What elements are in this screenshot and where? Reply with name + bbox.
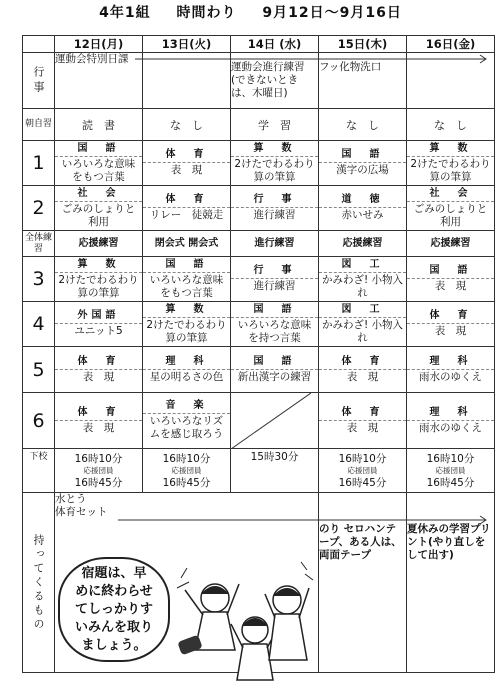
- lesson-cell: [407, 393, 495, 449]
- asa-tue: な し: [143, 109, 231, 141]
- header-row: [23, 36, 495, 53]
- lesson-cell: [407, 141, 495, 186]
- day-tue: 13日(火): [143, 36, 231, 53]
- content: 表 現: [82, 370, 115, 383]
- gyoji-thu: フッ化物洗口: [319, 53, 407, 109]
- lesson-cell: [55, 393, 143, 449]
- subject: 算 数: [143, 303, 230, 318]
- subject: 国 語: [231, 303, 318, 318]
- subject: 体 育: [55, 355, 142, 370]
- content: ユニット5: [74, 325, 123, 337]
- gekou-row: [23, 449, 495, 493]
- asa-fri: な し: [407, 109, 495, 141]
- content: 漢字の広場: [336, 164, 389, 176]
- subject: 算 数: [407, 142, 494, 157]
- lesson-cell-empty: [231, 393, 319, 449]
- cheering-children-illustration: [175, 560, 315, 685]
- subject: 国 語: [143, 258, 230, 273]
- lesson-cell: [407, 257, 495, 302]
- content: 2けたでわるわり算の筆算: [58, 273, 139, 299]
- lesson-cell: [55, 302, 143, 347]
- asa-wed: 学 習: [231, 109, 319, 141]
- subject: 体 育: [143, 148, 230, 163]
- content: 表 現: [170, 164, 203, 176]
- zentai-mon: 応援練習: [55, 231, 143, 257]
- day-wed: 14日 (水): [231, 36, 319, 53]
- zentai-fri: 応援練習: [407, 231, 495, 257]
- lesson-cell: [231, 186, 319, 231]
- asa-thu: な し: [319, 109, 407, 141]
- content: かみわざ! 小物入れ: [321, 318, 404, 344]
- subject: 理 科: [407, 355, 494, 370]
- subject: 体 育: [319, 406, 406, 421]
- content: 2けたでわるわり算の筆算: [146, 318, 227, 344]
- content: リレー 徒競走: [149, 209, 224, 221]
- period-number: 3: [23, 257, 55, 302]
- gekou-cell: 16時10分 応援団員 16時45分: [143, 449, 231, 493]
- content: 進行練習: [253, 209, 296, 221]
- title-name: 時間わり: [176, 5, 237, 21]
- subject: 図 工: [319, 258, 406, 273]
- subject: 国 語: [231, 355, 318, 370]
- asa-row: [23, 109, 495, 141]
- lesson-cell: [143, 186, 231, 231]
- period-row: [23, 186, 495, 231]
- lesson-cell: [319, 393, 407, 449]
- content: 表 現: [346, 421, 379, 434]
- period-number: 2: [23, 186, 55, 231]
- gekou-cell: 16時10分 応援団員 16時45分: [407, 449, 495, 493]
- lesson-cell: [143, 141, 231, 186]
- content: 星の明るさの色: [149, 370, 224, 383]
- content: ごみのしょりと利用: [413, 202, 488, 228]
- lesson-cell: [55, 141, 143, 186]
- period-number: 5: [23, 347, 55, 393]
- subject: 体 育: [319, 355, 406, 370]
- gyoji-wed: 運動会進行練習(できないときは、木曜日): [231, 53, 319, 109]
- lesson-cell: [319, 141, 407, 186]
- lesson-cell: [143, 347, 231, 393]
- subject: 国 語: [407, 264, 494, 279]
- subject: 音 楽: [143, 399, 230, 414]
- lesson-cell: [55, 257, 143, 302]
- corner-cell: [23, 36, 55, 53]
- lesson-cell: [407, 302, 495, 347]
- content: 表 現: [82, 421, 115, 434]
- period-number: 4: [23, 302, 55, 347]
- lesson-cell: [319, 186, 407, 231]
- subject: 理 科: [407, 406, 494, 421]
- lesson-cell: [407, 347, 495, 393]
- lesson-cell: [319, 347, 407, 393]
- lesson-cell: [143, 257, 231, 302]
- gekou-label: 下校: [23, 449, 55, 493]
- subject: 算 数: [231, 142, 318, 157]
- subject: 国 語: [55, 142, 142, 157]
- gekou-cell: 15時30分: [231, 449, 319, 493]
- lesson-cell: [143, 393, 231, 449]
- subject: 体 育: [407, 309, 494, 324]
- content: 2けたでわるわり算の筆算: [410, 157, 491, 183]
- motte-fri: 夏休みの学習プリント(やり直しをして出す): [407, 493, 495, 673]
- content: いろいろな意味を持つ言葉: [237, 318, 312, 344]
- gyoji-row: [23, 53, 495, 109]
- content: 表 現: [434, 280, 467, 292]
- period-number: 6: [23, 393, 55, 449]
- period-number: 1: [23, 141, 55, 186]
- content: 新出漢字の練習: [237, 370, 312, 383]
- zentai-row: [23, 231, 495, 257]
- motte-item: 水とう: [55, 493, 87, 505]
- diagonal-slash: [231, 393, 311, 449]
- lesson-cell: [143, 302, 231, 347]
- zentai-thu: 応援練習: [319, 231, 407, 257]
- motte-thu: のり セロハンテープ、ある人は、両面テープ: [319, 493, 407, 673]
- content: いろいろな意味をもつ言葉: [61, 157, 136, 183]
- content: いろいろな意味をもつ言葉: [149, 273, 224, 299]
- lesson-cell: [231, 257, 319, 302]
- gekou-cell: 16時10分 応援団員 16時45分: [319, 449, 407, 493]
- zentai-label: 全体練習: [23, 231, 55, 257]
- period-row: [23, 257, 495, 302]
- motte-label: 持ってくるもの: [23, 493, 55, 673]
- lesson-cell: [231, 347, 319, 393]
- motte-item: 体育セット: [55, 506, 108, 518]
- class-name: 4年1組: [99, 5, 151, 21]
- lesson-cell: [231, 141, 319, 186]
- content: 赤いせみ: [341, 209, 384, 221]
- period-row: [23, 141, 495, 186]
- content: ごみのしょりと利用: [61, 202, 136, 228]
- content: 表 現: [346, 370, 379, 383]
- subject: 行 事: [231, 193, 318, 208]
- subject: 社 会: [55, 187, 142, 202]
- content: 表 現: [434, 325, 467, 337]
- subject: 図 工: [319, 303, 406, 318]
- gyoji-tue: [143, 53, 231, 109]
- lesson-cell: [319, 302, 407, 347]
- day-fri: 16日(金): [407, 36, 495, 53]
- date-range: 9月12日～9月16日: [262, 5, 402, 21]
- content: 雨水のゆくえ: [419, 421, 482, 434]
- gyoji-fri: [407, 53, 495, 109]
- lesson-cell: [55, 186, 143, 231]
- subject: 理 科: [143, 355, 230, 370]
- zentai-tue: 閉会式 開会式: [143, 231, 231, 257]
- subject: 道 徳: [319, 193, 406, 208]
- subject: 外国語: [55, 309, 142, 324]
- subject: 行 事: [231, 264, 318, 279]
- subject: 社 会: [407, 187, 494, 202]
- subject: 国 語: [319, 148, 406, 163]
- lesson-cell: [319, 257, 407, 302]
- asa-label: 朝自習: [23, 109, 55, 141]
- content: 進行練習: [253, 280, 296, 292]
- lesson-cell: [231, 302, 319, 347]
- day-mon: 12日(月): [55, 36, 143, 53]
- subject: 体 育: [143, 193, 230, 208]
- speech-bubble: 宿題は、早 めに終わらせ てしっかりす いみんを取り ましょう。: [58, 557, 170, 662]
- lesson-cell: [55, 347, 143, 393]
- period-row: [23, 347, 495, 393]
- gyoji-label: 行事: [23, 53, 55, 109]
- day-thu: 15日(木): [319, 36, 407, 53]
- period-row: [23, 393, 495, 449]
- gyoji-mon: 運動会特別日課: [55, 53, 143, 109]
- lesson-cell: [407, 186, 495, 231]
- zentai-wed: 進行練習: [231, 231, 319, 257]
- page-title: [0, 2, 501, 22]
- content: いろいろなリズムを感じ取ろう: [149, 415, 224, 440]
- period-row: [23, 302, 495, 347]
- content: かみわざ! 小物入れ: [321, 273, 404, 299]
- gekou-cell: 16時10分 応援団員 16時45分: [55, 449, 143, 493]
- subject: 体 育: [55, 406, 142, 421]
- asa-mon: 読 書: [55, 109, 143, 141]
- content: 雨水のゆくえ: [419, 370, 482, 383]
- subject: 算 数: [55, 258, 142, 273]
- content: 2けたでわるわり算の筆算: [234, 157, 315, 183]
